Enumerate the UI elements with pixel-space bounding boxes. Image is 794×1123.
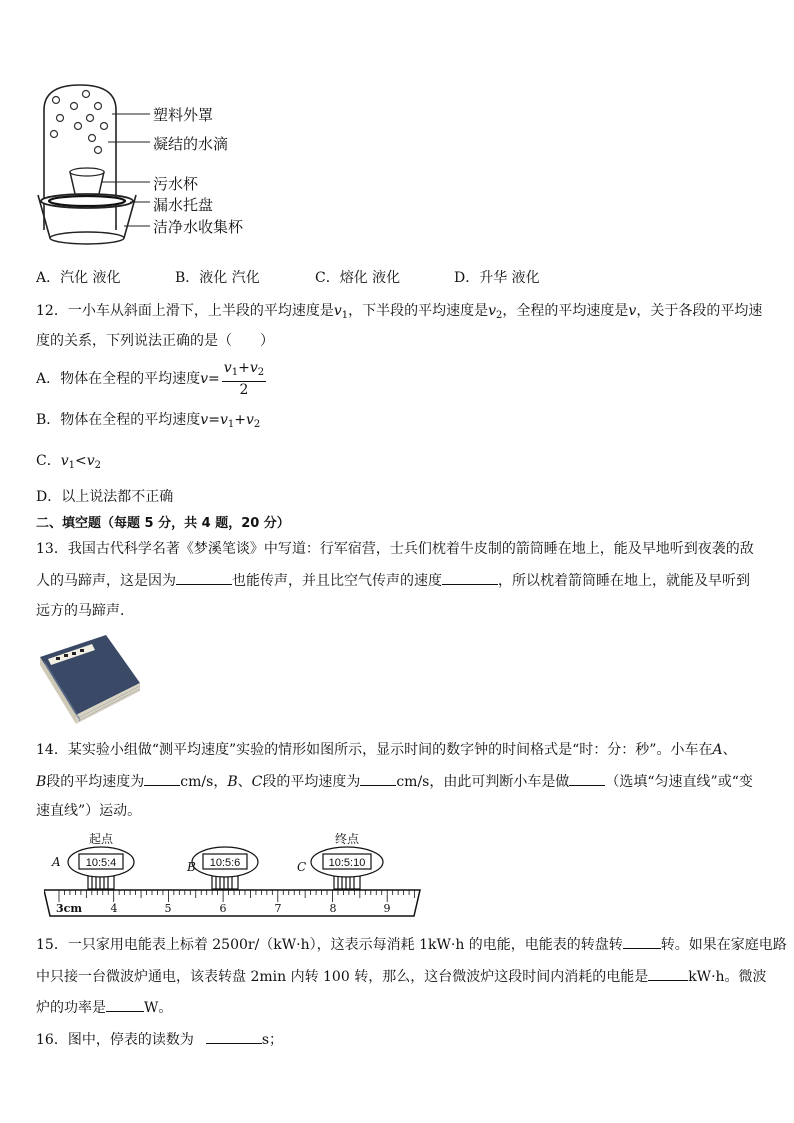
ruler-label-4: 4 xyxy=(110,902,118,915)
q16-blank-1[interactable] xyxy=(206,1029,262,1044)
point-b-label: B xyxy=(187,860,196,874)
q15-blank-1[interactable] xyxy=(623,934,661,949)
book-image xyxy=(36,631,146,727)
q12-option-a: A．物体在全程的平均速度v= $\frac{v_1+v_2}{2}$ xyxy=(36,360,265,398)
q13-line1: 13．我国古代科学名著《梦溪笔谈》中写道：行军宿营，士兵们枕着牛皮制的箭筒睡在地上，能及早地听到夜袭的敌 xyxy=(36,541,754,557)
q15-blank-2[interactable] xyxy=(648,966,688,981)
q15-line3: 炉的功率是 W。 xyxy=(36,997,172,1018)
q13-line3: 远方的马蹄声． xyxy=(36,603,134,619)
q14-line2: B段的平均速度为 cm/s，B、C段的平均速度为 cm/s，由此可判断小车是做 （选填“匀速直线”或“变 xyxy=(36,771,753,792)
q14-line1: 14．某实验小组做“测平均速度”实验的情形如图所示，显示时间的数字钟的时间格式是“时：分：秒”。小车在A、 xyxy=(36,742,737,758)
label-leak-tray: 漏水托盘 xyxy=(153,196,214,214)
label-clean-water-cup: 洁净水收集杯 xyxy=(153,218,244,236)
q13-blank-1[interactable] xyxy=(176,570,232,585)
section-heading: 二、填空题（每题 5 分，共 4 题，20 分） xyxy=(36,516,290,531)
q13-blank-2[interactable] xyxy=(442,570,498,585)
q15-blank-3[interactable] xyxy=(106,997,144,1012)
q14-blank-3[interactable] xyxy=(569,771,605,786)
ruler-label-5: 5 xyxy=(164,902,172,915)
end-label: 终点 xyxy=(334,832,360,846)
q12-option-c: C．$v_1<v_2$ xyxy=(36,453,102,471)
start-label: 起点 xyxy=(88,832,114,846)
q14-blank-2[interactable] xyxy=(360,771,396,786)
cart-b xyxy=(212,876,238,889)
label-plastic-cover: 塑料外罩 xyxy=(153,106,214,124)
q11-option-c: C．熔化 液化 xyxy=(315,270,401,286)
cart-c xyxy=(334,876,360,889)
label-condensed-drops: 凝结的水滴 xyxy=(153,135,229,153)
q12-option-d: D．以上说法都不正确 xyxy=(36,489,174,505)
ruler-label-3cm: 3cm xyxy=(56,902,82,915)
clock-c-time: 10:5:10 xyxy=(328,857,366,869)
cart-a xyxy=(88,876,114,889)
q11-option-d: D．升华 液化 xyxy=(454,270,540,286)
q12-line1: 12．一小车从斜面上滑下，上半段的平均速度是$v_1$，下半段的平均速度是$v_2$，全程的平均速度是v，关于各段的平均速 xyxy=(36,303,763,321)
point-c-label: C xyxy=(297,860,307,874)
point-a-label: A xyxy=(52,855,61,869)
q14-blank-1[interactable] xyxy=(144,771,180,786)
clock-b-time: 10:5:6 xyxy=(209,857,241,869)
q11-option-a: A．汽化 液化 xyxy=(36,270,121,286)
q11-option-b: B．液化 汽化 xyxy=(175,270,260,286)
q16-line1: 16．图中，停表的读数为 s； xyxy=(36,1029,283,1050)
q13-line2: 人的马蹄声，这是因为 也能传声，并且比空气传声的速度 ，所以枕着箭筒睡在地上，就能及早听到 xyxy=(36,570,750,591)
ruler-label-7: 7 xyxy=(274,902,282,915)
q12-line2: 度的关系，下列说法正确的是（ ） xyxy=(36,333,274,349)
incline-ruler-figure xyxy=(44,830,424,922)
clock-a-time: 10:5:4 xyxy=(85,857,117,869)
label-dirty-water-cup: 污水杯 xyxy=(153,175,199,193)
ruler-label-6: 6 xyxy=(219,902,227,915)
ruler-label-8: 8 xyxy=(329,902,337,915)
q15-line2: 中只接一台微波炉通电，该表转盘 2min 内转 100 转，那么，这台微波炉这段时间内消耗的电能是 kW·h。微波 xyxy=(36,966,767,987)
q15-line1: 15．一只家用电能表上标着 2500r/（kW·h），这表示每消耗 1kW·h 的电能，电能表的转盘转 转。如果在家庭电路 xyxy=(36,934,787,955)
q14-line3: 速直线”）运动。 xyxy=(36,803,142,819)
q12-option-b: B．物体在全程的平均速度$v=v_1+v_2$ xyxy=(36,412,261,430)
ruler-label-9: 9 xyxy=(383,902,391,915)
